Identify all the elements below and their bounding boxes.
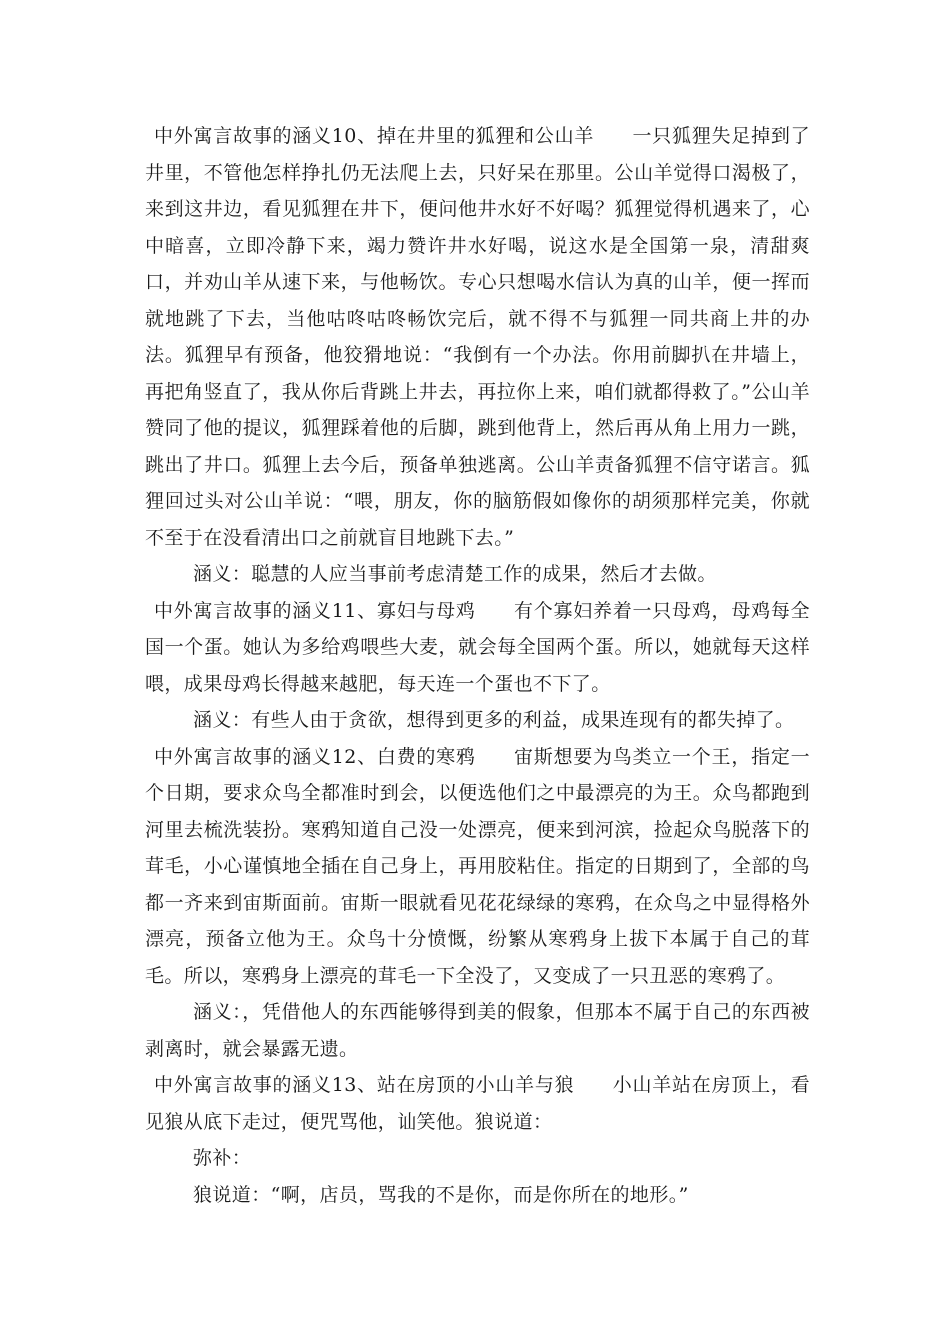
story-10-paragraph — [145, 118, 810, 556]
story-13-moral: 狼说道：“啊，店员，骂我的不是你，而是你所在的地形。” — [193, 1183, 689, 1206]
story-11-heading: 中外寓言故事的涵义11、寡妇与母鸡 — [154, 599, 476, 622]
story-10-body: 一只狐狸失足掉到了井里，不管他怎样挣扎仍无法爬上去，只好呆在那里。公山羊觉得口渴极了，来到这井边，看见狐狸在井下，便问他井水好不好喝？狐狸觉得机遇来了，心中暗喜，立即冷静下来，竭力赞许井水好喝，说这水是全国第一泉，清甜爽口，并劝山羊从速下来，与他畅饮。专心只想喝水信认为真的山羊，便一挥而就地跳了下去，当他咕咚咕咚畅饮完后，就不得不与狐狸一同共商上井的办法。狐狸早有预备，他狡猾地说：“我倒有一个办法。你用前脚扒在井墙上，再把角竖直了，我从你后背跳上井去，再拉你上来，咱们就都得救了。”公山羊赞同了他的提议，狐狸踩着他的后脚，跳到他背上，然后再从角上用力一跳，跳出了井口。狐狸上去今后，预备单独逃离。公山羊责备狐狸不信守诺言。狐狸回过头对公山羊说：“喂，朋友，你的脑筋假如像你的胡须那样完美，你就不至于在没看清出口之前就盲目地跳下去。” — [145, 125, 810, 549]
story-13-heading: 中外寓言故事的涵义13、站在房顶的小山羊与狼 — [154, 1074, 575, 1096]
story-13-paragraph — [145, 1067, 810, 1140]
story-11-body: 有个寡妇养着一只母鸡，母鸡每全国一个蛋。她认为多给鸡喂些大麦，就会每全国两个蛋。所以，她就每天这样喂，成果母鸡长得越来越肥，每天连一个蛋也不下了。 — [145, 599, 810, 695]
story-12-body: 宙斯想要为鸟类立一个王，指定一个日期，要求众鸟全都准时到会，以便选他们之中最漂亮的为王。众鸟都跑到河里去梳洗装扮。寒鸦知道自己没一处漂亮，便来到河滨，捡起众鸟脱落下的茸毛，小心谨慎地全插在自己身上，再用胶粘住。指定的日期到了，全部的鸟都一齐来到宙斯面前。宙斯一眼就看见花花绿绿的寒鸦，在众鸟之中显得格外漂亮，预备立他为王。众鸟十分愤慨，纷繁从寒鸦身上拔下本属于自己的茸毛。所以，寒鸦身上漂亮的茸毛一下全没了，又变成了一只丑恶的寒鸦了。 — [145, 745, 810, 987]
story-11-moral: 涵义：有些人由于贪欲，想得到更多的利益，成果连现有的都失掉了。 — [193, 709, 795, 731]
document-body — [145, 118, 810, 1213]
story-10-moral: 涵义：聪慧的人应当事前考虑清楚工作的成果，然后才去做。 — [193, 563, 717, 585]
story-11-paragraph — [145, 593, 810, 703]
story-12-heading: 中外寓言故事的涵义12、白费的寒鸦 — [154, 745, 476, 768]
story-13-body: 小山羊站在房顶上，看见狼从底下走过，便咒骂他，讪笑他。狼说道： — [145, 1074, 810, 1133]
story-13-supplement: 弥补： — [193, 1147, 252, 1169]
story-12-moral: 涵义：，凭借他人的东西能够得到美的假象，但那本不属于自己的东西被剥离时，就会暴露无遗。 — [145, 1001, 810, 1060]
story-12-paragraph — [145, 739, 810, 995]
story-10-heading: 中外寓言故事的涵义10、掉在井里的狐狸和公山羊 — [154, 125, 595, 147]
